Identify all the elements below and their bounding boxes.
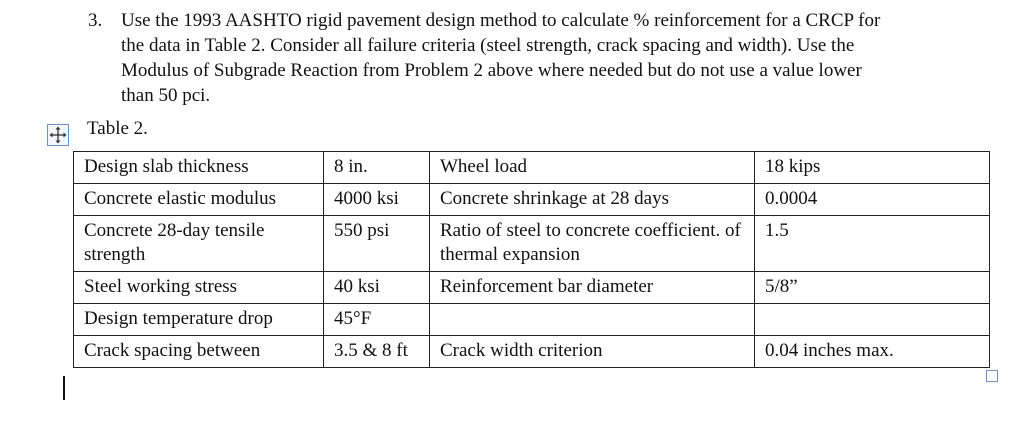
table-cell[interactable]: Reinforcement bar diameter — [430, 272, 755, 304]
table-cell[interactable] — [755, 304, 990, 336]
table-cell[interactable]: 45°F — [324, 304, 430, 336]
table-cell[interactable] — [430, 304, 755, 336]
table-cell[interactable]: 4000 ksi — [324, 184, 430, 216]
move-arrows-icon — [48, 125, 68, 145]
question-number: 3. — [88, 10, 103, 31]
question-line: the data in Table 2. Consider all failure criteria (steel strength, crack spacing and width). Use the — [121, 35, 855, 56]
table-cell[interactable]: 5/8” — [755, 272, 990, 304]
table-row — [74, 336, 990, 368]
question-line: Modulus of Subgrade Reaction from Problem 2 above where needed but do not use a value lower — [121, 60, 862, 81]
table-cell[interactable]: 40 ksi — [324, 272, 430, 304]
table-cell[interactable]: 18 kips — [755, 152, 990, 184]
table-cell[interactable]: 550 psi — [324, 216, 430, 272]
table-cell[interactable]: Concrete shrinkage at 28 days — [430, 184, 755, 216]
table-move-handle-icon[interactable] — [47, 124, 69, 146]
table-cell[interactable]: 1.5 — [755, 216, 990, 272]
text-cursor — [63, 376, 65, 400]
table-row — [74, 184, 990, 216]
table-row — [74, 152, 990, 184]
table-row — [74, 216, 990, 272]
table-cell[interactable]: Ratio of steel to concrete coefficient. of thermal expansion — [430, 216, 755, 272]
table-cell[interactable]: 3.5 & 8 ft — [324, 336, 430, 368]
table-row — [74, 272, 990, 304]
table-resize-handle-icon[interactable] — [986, 370, 998, 382]
question-text — [121, 8, 991, 108]
table-cell[interactable]: Steel working stress — [74, 272, 324, 304]
table-cell[interactable]: Concrete elastic modulus — [74, 184, 324, 216]
table-cell[interactable]: 0.0004 — [755, 184, 990, 216]
table-caption: Table 2. — [87, 118, 148, 139]
question-line: than 50 pci. — [121, 85, 211, 106]
table-row — [74, 304, 990, 336]
table-cell[interactable]: Design slab thickness — [74, 152, 324, 184]
data-table — [73, 151, 990, 368]
table-cell[interactable]: Concrete 28-day tensile strength — [74, 216, 324, 272]
question-line: Use the 1993 AASHTO rigid pavement design method to calculate % reinforcement for a CRCP for — [121, 10, 881, 31]
table-cell[interactable]: Wheel load — [430, 152, 755, 184]
table-cell[interactable]: 8 in. — [324, 152, 430, 184]
table-cell[interactable]: 0.04 inches max. — [755, 336, 990, 368]
table-cell[interactable]: Crack spacing between — [74, 336, 324, 368]
table-cell[interactable]: Design temperature drop — [74, 304, 324, 336]
table-cell[interactable]: Crack width criterion — [430, 336, 755, 368]
